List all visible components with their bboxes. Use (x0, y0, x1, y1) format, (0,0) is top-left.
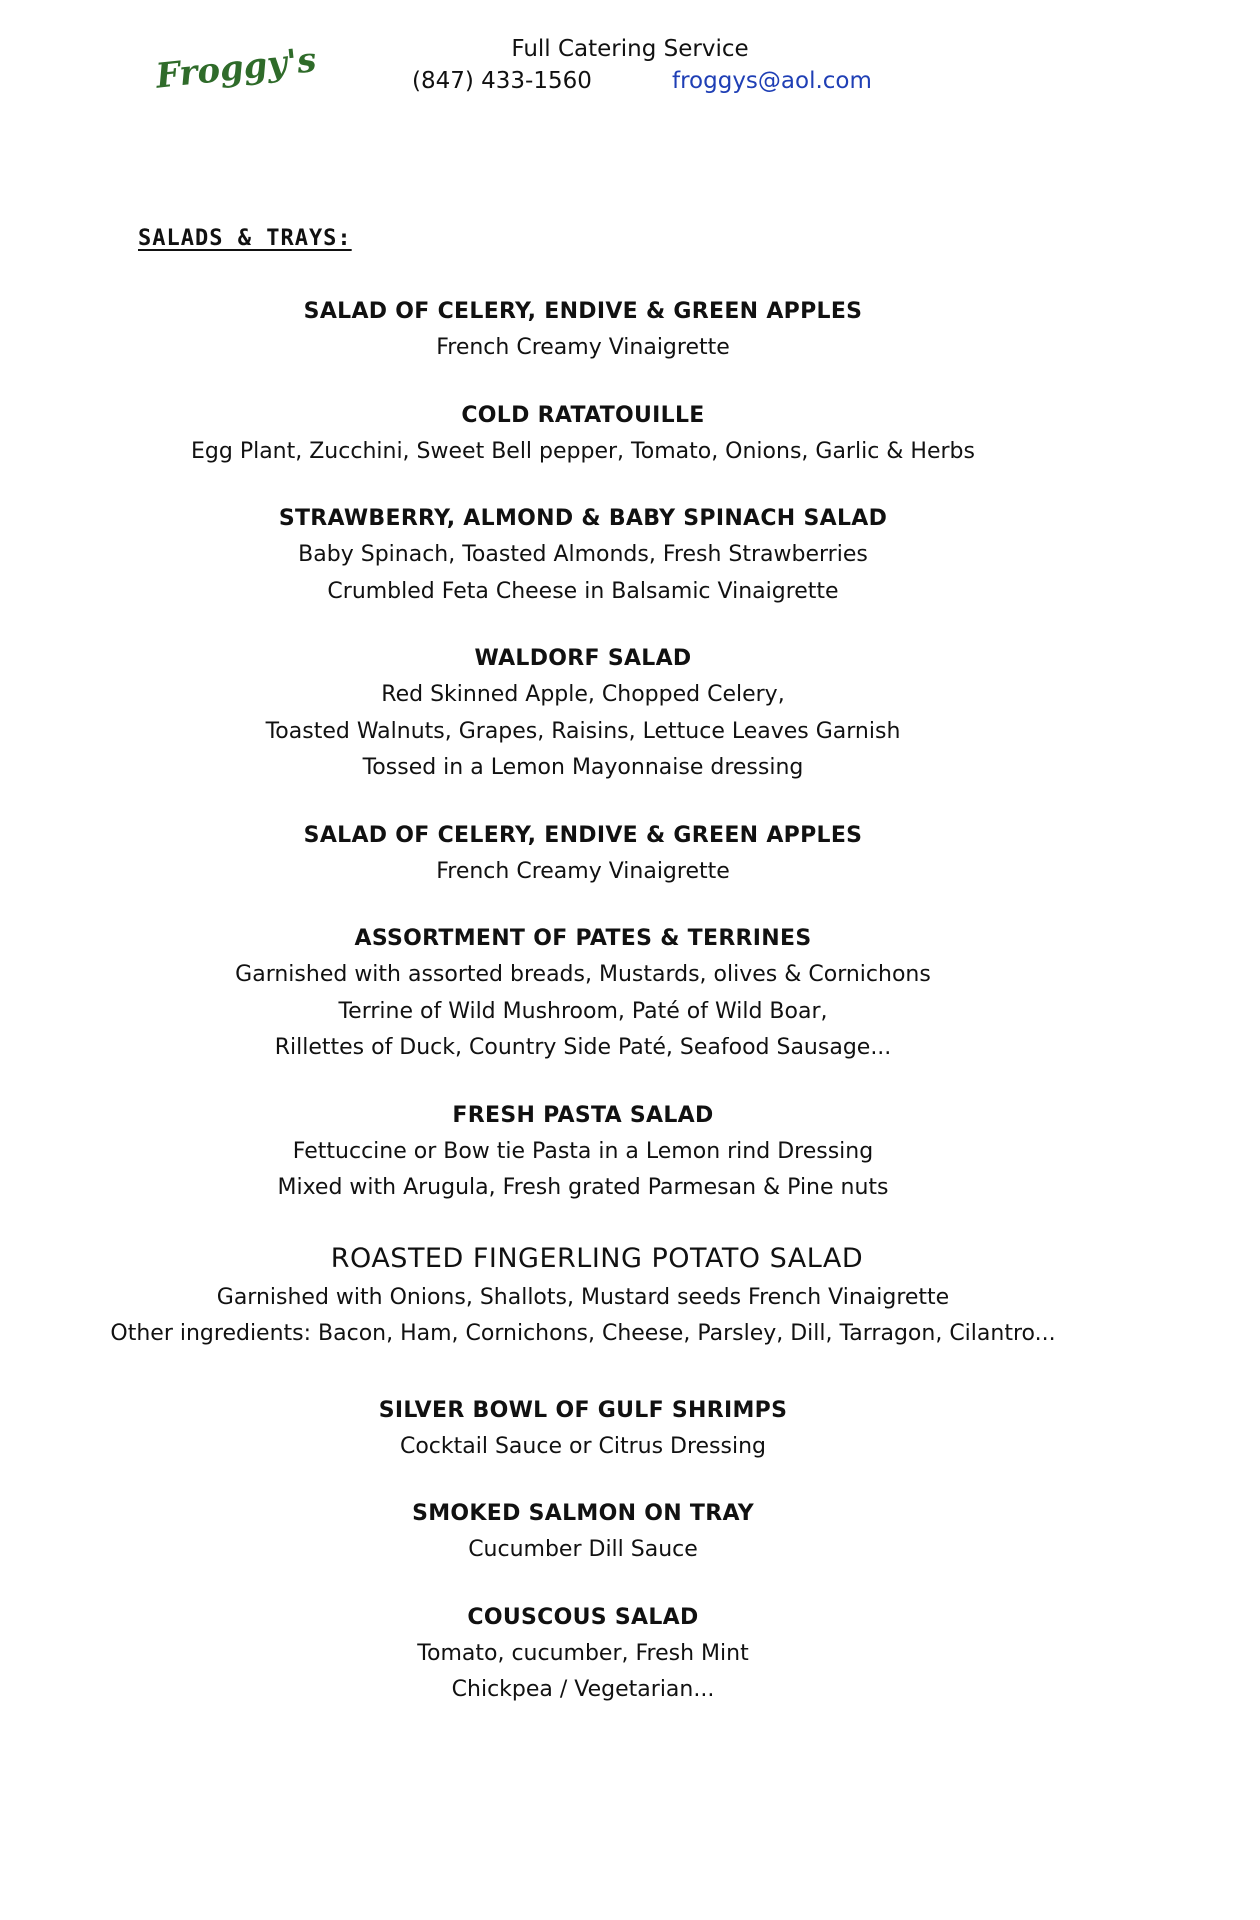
menu-item-description: Baby Spinach, Toasted Almonds, Fresh Strawberries (298, 542, 868, 567)
menu-item-description: French Creamy Vinaigrette (436, 335, 730, 360)
menu-item (0, 818, 1166, 891)
menu-item-title: ASSORTMENT OF PATES & TERRINES (354, 926, 812, 951)
section-title: SALADS & TRAYS: (138, 226, 352, 251)
menu-item-description: Mixed with Arugula, Fresh grated Parmesan & Pine nuts (277, 1175, 889, 1200)
menu-item-description: French Creamy Vinaigrette (436, 858, 730, 884)
menu-item (0, 294, 1166, 367)
menu-item (0, 1238, 1166, 1353)
menu-item (0, 1393, 1166, 1466)
menu-item-title: COLD RATATOUILLE (461, 402, 705, 428)
menu-item-title: COUSCOUS SALAD (467, 1604, 699, 1630)
menu-item-description: Tossed in a Lemon Mayonnaise dressing (362, 755, 804, 780)
svg-text:Froggy's: Froggy's (154, 40, 319, 97)
service-tagline: Full Catering Service (511, 36, 749, 62)
menu-item-description: Red Skinned Apple, Chopped Celery, (381, 682, 785, 707)
menu-item (0, 398, 1166, 471)
page-header (0, 0, 1166, 120)
menu-list (0, 294, 1166, 1740)
menu-item (0, 1600, 1166, 1709)
menu-item-description: Egg Plant, Zucchini, Sweet Bell pepper, Tomato, Onions, Garlic & Herbs (191, 438, 975, 464)
menu-item-description: Crumbled Feta Cheese in Balsamic Vinaigrette (327, 578, 839, 604)
menu-item-title: ROASTED FINGERLING POTATO SALAD (330, 1242, 864, 1274)
menu-item-title: STRAWBERRY, ALMOND & BABY SPINACH SALAD (278, 506, 888, 531)
phone-number: (847) 433-1560 (412, 68, 592, 94)
menu-item-title: SALAD OF CELERY, ENDIVE & GREEN APPLES (303, 299, 863, 324)
menu-item-title: FRESH PASTA SALAD (452, 1102, 714, 1128)
menu-item-description: Garnished with Onions, Shallots, Mustard seeds French Vinaigrette (216, 1284, 950, 1310)
menu-item-description: Cocktail Sauce or Citrus Dressing (399, 1433, 767, 1459)
menu-item (0, 501, 1166, 610)
menu-item-description: Rillettes of Duck, Country Side Paté, Seafood Sausage... (274, 1035, 892, 1060)
menu-item-title: SALAD OF CELERY, ENDIVE & GREEN APPLES (303, 822, 863, 848)
menu-item-description: Cucumber Dill Sauce (468, 1537, 698, 1562)
menu-item (0, 921, 1166, 1067)
menu-item-description: Terrine of Wild Mushroom, Paté of Wild Boar, (338, 998, 828, 1024)
menu-item (0, 641, 1166, 787)
menu-item-description: Other ingredients: Bacon, Ham, Cornichons, Cheese, Parsley, Dill, Tarragon, Cilantro... (110, 1321, 1056, 1346)
menu-item-title: WALDORF SALAD (474, 646, 692, 671)
menu-item (0, 1098, 1166, 1207)
menu-item (0, 1496, 1166, 1569)
menu-item-title: SILVER BOWL OF GULF SHRIMPS (378, 1397, 788, 1423)
menu-item-description: Garnished with assorted breads, Mustards, olives & Cornichons (235, 962, 931, 987)
menu-item-description: Toasted Walnuts, Grapes, Raisins, Lettuce Leaves Garnish (265, 718, 901, 744)
menu-item-title: SMOKED SALMON ON TRAY (412, 1501, 754, 1526)
email-link[interactable]: froggys@aol.com (672, 68, 872, 94)
menu-item-description: Tomato, cucumber, Fresh Mint (417, 1640, 749, 1666)
menu-item-description: Chickpea / Vegetarian... (451, 1677, 715, 1702)
menu-item-description: Fettuccine or Bow tie Pasta in a Lemon rind Dressing (292, 1138, 874, 1164)
